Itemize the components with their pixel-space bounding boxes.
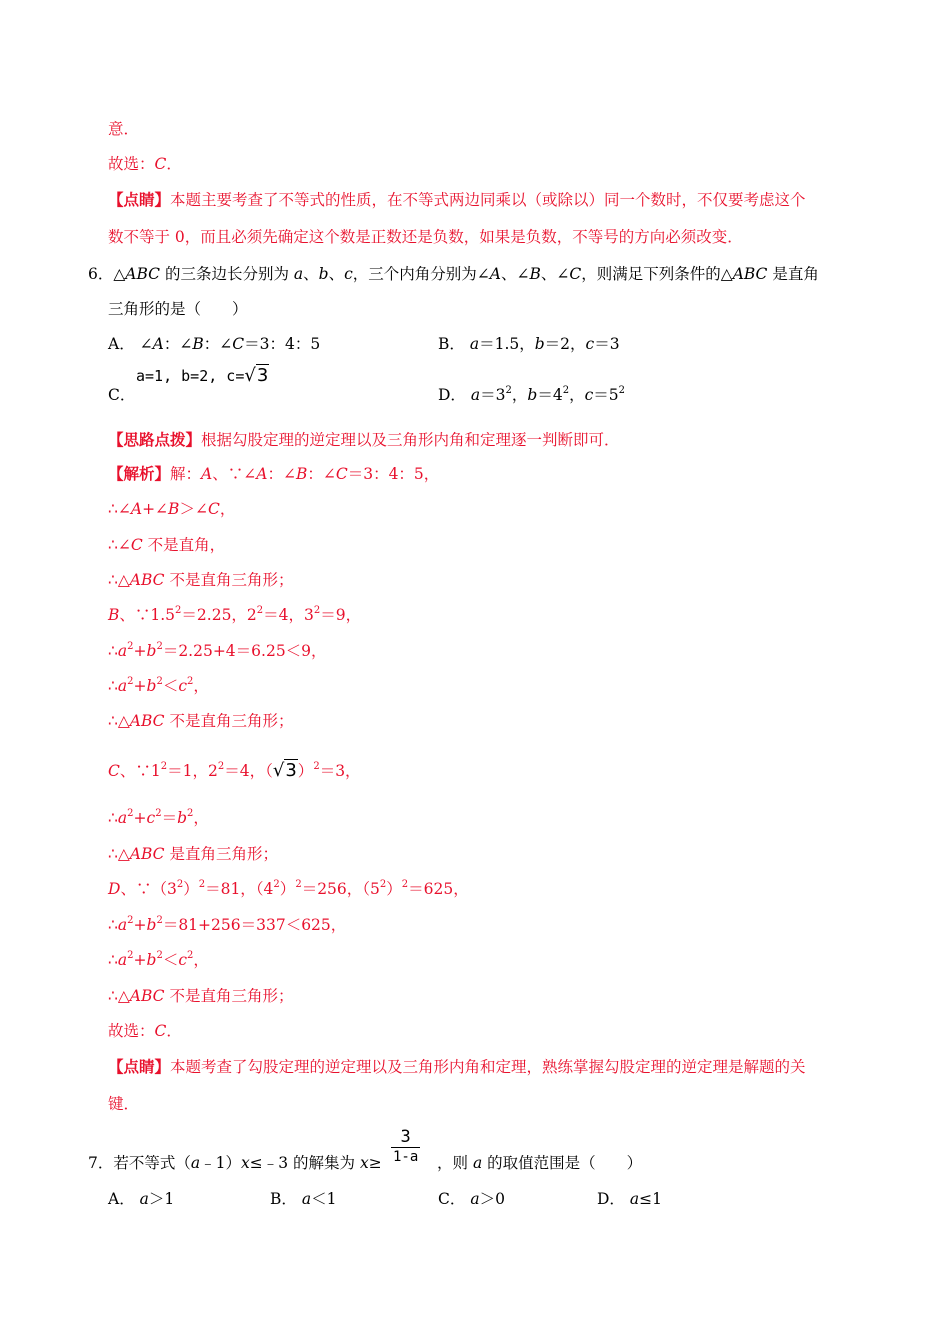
prev-note-line-1: 【点睛】本题主要考查了不等式的性质，在不等式两边同乘以（或除以）同一个数时，不仅要考虑这个 (108, 190, 806, 209)
q6-option-c-formula: a=1, b=2, c=√3 (136, 365, 269, 386)
q6-option-d: D． $a=3^2$，$b=4^2$，$c=5^2$ (438, 385, 626, 404)
q6-solution-line-3: ∴∠C 不是直角， (108, 536, 226, 554)
q6-solution-line-1: 【解析】解：A、∵∠A：∠B：∠C＝3：4：5， (108, 464, 440, 483)
prev-answer: 故选：C． (108, 155, 182, 173)
q6-solution-line-11: ∴△ABC 是直角三角形； (108, 845, 278, 863)
q6-solution-line-8: ∴△ABC 不是直角三角形； (108, 712, 294, 730)
prev-line-1: 意． (108, 120, 140, 138)
q7-option-c: C． a＞0 (438, 1190, 505, 1208)
q7-fraction: 3 1-a (393, 1127, 419, 1165)
q7-stem-part-1: 7．若不等式（a﹣1）x≤﹣3 的解集为 x≥ (88, 1154, 382, 1172)
q6-idea: 【思路点拨】根据勾股定理的逆定理以及三角形内角和定理逐一判断即可． (108, 430, 620, 449)
q7-option-b: B． a＜1 (270, 1190, 337, 1208)
q7-option-d: D． a≤1 (597, 1190, 662, 1208)
q6-solution-line-5: B、$\because 1.5^2=2.25$，$2^2=4$，$3^2=9$， (108, 605, 362, 624)
q6-solution-line-12: D、$\because(3^2)^2=81$，$(4^2)^2=256$，$(5^2)^2=625$， (108, 879, 469, 898)
prev-note-line-2: 数不等于 0，而且必须先确定这个数是正数还是负数，如果是负数，不等号的方向必须改变． (108, 228, 743, 246)
q6-solution-line-4: ∴△ABC 不是直角三角形； (108, 571, 294, 589)
q6-solution-line-9: C、$\because 1^2=1$，$2^2=4$，$(√3)^2=3$， (108, 760, 361, 781)
q6-option-c-label: C． (108, 386, 136, 404)
q6-stem-line-1: 6．△ABC 的三条边长分别为 a、b、c，三个内角分别为∠A、∠B、∠C，则满足下列条件的△ABC 是直角 (88, 265, 819, 283)
q6-solution-line-14: $\therefore a^2+b^2<c^2$， (108, 950, 209, 969)
q6-solution-line-13: $\therefore a^2+b^2=81+256=337<625$， (108, 915, 347, 934)
q6-solution-line-6: $\therefore a^2+b^2=2.25+4=6.25<9$， (108, 641, 327, 660)
q6-note-line-2: 键． (108, 1095, 140, 1113)
sqrt-symbol: √3 (244, 365, 269, 386)
q6-note-line-1: 【点睛】本题考查了勾股定理的逆定理以及三角形内角和定理，熟练掌握勾股定理的逆定理是解题的关 (108, 1057, 806, 1076)
q6-stem-line-2: 三角形的是（ ） (108, 300, 248, 318)
q6-solution-line-15: ∴△ABC 不是直角三角形； (108, 987, 294, 1005)
q6-option-a: A． ∠A：∠B：∠C＝3：4：5 (108, 335, 321, 353)
q6-solution-line-10: $\therefore a^2+c^2=b^2$， (108, 808, 209, 827)
q6-answer: 故选：C． (108, 1022, 182, 1040)
q7-option-a: A． a＞1 (108, 1190, 175, 1208)
q6-solution-line-2: ∴∠A+∠B＞∠C， (108, 500, 236, 518)
q6-solution-line-7: $\therefore a^2+b^2<c^2$， (108, 676, 209, 695)
q6-option-b: B． a＝1.5，b＝2，c＝3 (438, 335, 620, 353)
sqrt-symbol: √3 (272, 760, 297, 781)
q7-stem-part-2: ，则 a 的取值范围是（ ） (437, 1154, 643, 1172)
